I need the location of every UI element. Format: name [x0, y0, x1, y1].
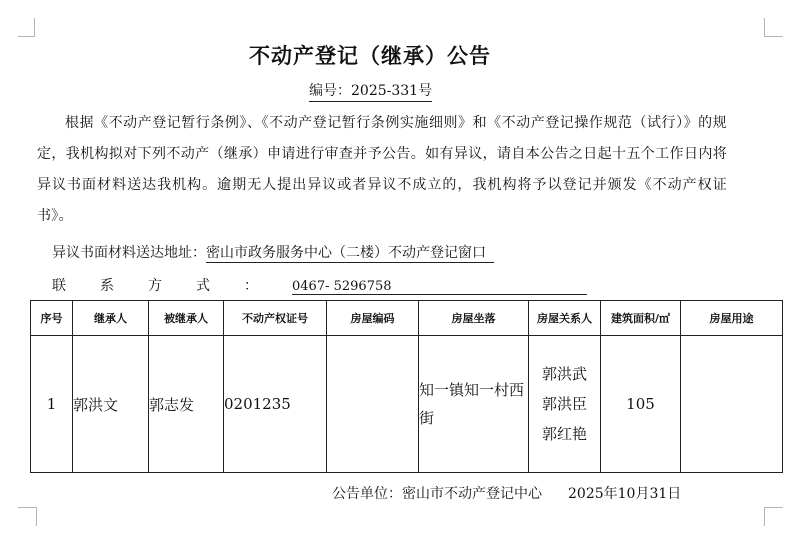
corner-mark-top-right: [764, 18, 783, 37]
cell-related-persons: [529, 336, 601, 473]
related-person: 郭红艳: [541, 425, 587, 443]
cell-usage: [681, 336, 783, 473]
header-certificate-no: 不动产权证号: [224, 301, 327, 336]
related-person: 郭洪臣: [541, 395, 587, 413]
header-related-persons: 房屋关系人: [529, 301, 601, 336]
address-label: 异议书面材料送达地址：: [52, 245, 206, 261]
related-person: 郭洪武: [541, 365, 587, 383]
table-row: [31, 336, 783, 473]
corner-mark-bottom-right: [764, 507, 783, 526]
header-house-code: 房屋编码: [327, 301, 419, 336]
header-decedent: 被继承人: [149, 301, 224, 336]
phone-value: 0467- 5296758: [292, 279, 587, 295]
header-location: 房屋坐落: [419, 301, 529, 336]
cell-decedent: 郭志发: [149, 336, 224, 473]
document-title: 不动产登记（继承）公告: [249, 43, 491, 68]
cell-house-code: [327, 336, 419, 473]
address-value: 密山市政务服务中心（二楼）不动产登记窗口: [206, 245, 494, 263]
issuer: 公告单位：密山市不动产登记中心: [332, 486, 542, 502]
cell-heir: 郭洪文: [73, 336, 149, 473]
cell-index: 1: [31, 336, 73, 473]
address-line: [52, 242, 494, 262]
phone-label: 联系方式：: [52, 278, 292, 294]
document-number: 编号：2025-331号: [309, 80, 432, 102]
header-usage: 房屋用途: [681, 301, 783, 336]
notice-body: 根据《不动产登记暂行条例》、《不动产登记暂行条例实施细则》和《不动产登记操作规范（试行）》的规定，我机构拟对下列不动产（继承）申请进行审查并予公告。如有异议，请自本公告之日起十五个工作日内将异议书面材料送达我机构。逾期无人提出异议或者异议不成立的，我机构将予以登记并颁发《不动产权证书》。: [37, 115, 727, 224]
cell-area: 105: [601, 336, 681, 473]
cell-location: 知一镇知一村西街: [419, 336, 529, 473]
cell-certificate-no: 0201235: [224, 336, 327, 473]
header-heir: 继承人: [73, 301, 149, 336]
phone-line: [52, 275, 587, 295]
issue-date: 2025年10月31日: [568, 486, 682, 502]
corner-mark-bottom-left: [18, 507, 37, 526]
header-area: 建筑面积/㎡: [601, 301, 681, 336]
registration-table: [30, 300, 783, 473]
header-index: 序号: [31, 301, 73, 336]
footer: [332, 483, 681, 503]
corner-mark-top-left: [18, 18, 35, 37]
table-header-row: [31, 301, 783, 336]
